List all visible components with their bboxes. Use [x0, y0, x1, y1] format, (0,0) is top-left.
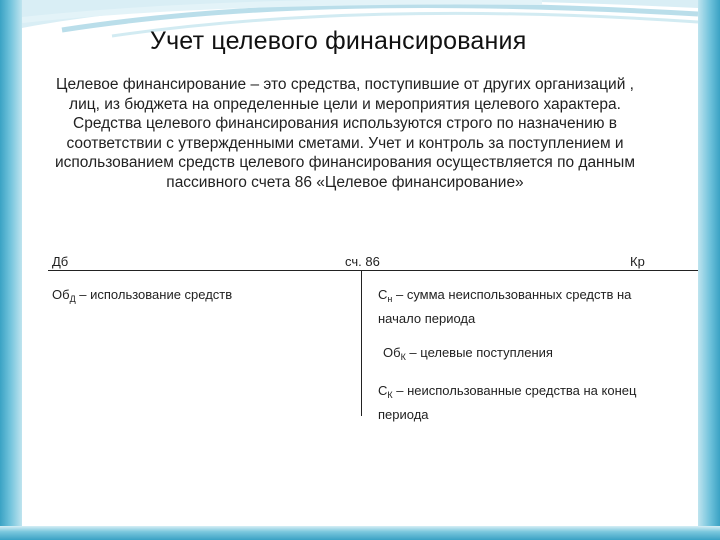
closing-balance-entry — [378, 381, 668, 425]
debit-turnover-symbol: Об — [52, 287, 70, 302]
slide-left-border — [0, 0, 22, 540]
page-title: Учет целевого финансирования — [150, 27, 527, 55]
slide — [22, 0, 698, 526]
opening-balance-text: – сумма неиспользованных средств на начало периода — [378, 287, 632, 326]
debit-turnover-subscript: Д — [69, 294, 76, 304]
t-account-vertical-line — [361, 270, 362, 416]
account-label: сч. 86 — [345, 254, 380, 269]
opening-balance-symbol: С — [378, 287, 388, 302]
definition-paragraph: Целевое финансирование – это средства, поступившие от других организаций , лиц, из бюджета на определенные цели и мероприятия целевого характера. Средства целевого финансирования используются строго по назначению в соответствии с утвержденными сметами. Учет и контроль за поступлением и использованием средств целевого финансирования осуществляется по данным пассивного счета 86 «Целевое финансирование» — [55, 76, 635, 191]
slide-right-border — [698, 0, 720, 540]
slide-bottom-border — [0, 526, 720, 540]
closing-balance-symbol: С — [378, 383, 388, 398]
debit-turnover-text: – использование средств — [75, 287, 233, 302]
debit-label: Дб — [52, 254, 69, 269]
opening-balance-subscript: н — [387, 294, 393, 304]
credit-turnover-symbol: Об — [383, 345, 401, 360]
credit-turnover-entry — [383, 343, 643, 367]
closing-balance-subscript: К — [387, 390, 393, 400]
t-account-horizontal-line — [48, 270, 698, 271]
credit-turnover-subscript: К — [400, 352, 406, 362]
credit-label: Кр — [630, 254, 645, 269]
closing-balance-text: – неиспользованные средства на конец периода — [378, 383, 637, 422]
debit-turnover-entry — [52, 285, 252, 309]
credit-opening-balance-entry — [378, 285, 638, 329]
credit-turnover-text: – целевые поступления — [405, 345, 553, 360]
